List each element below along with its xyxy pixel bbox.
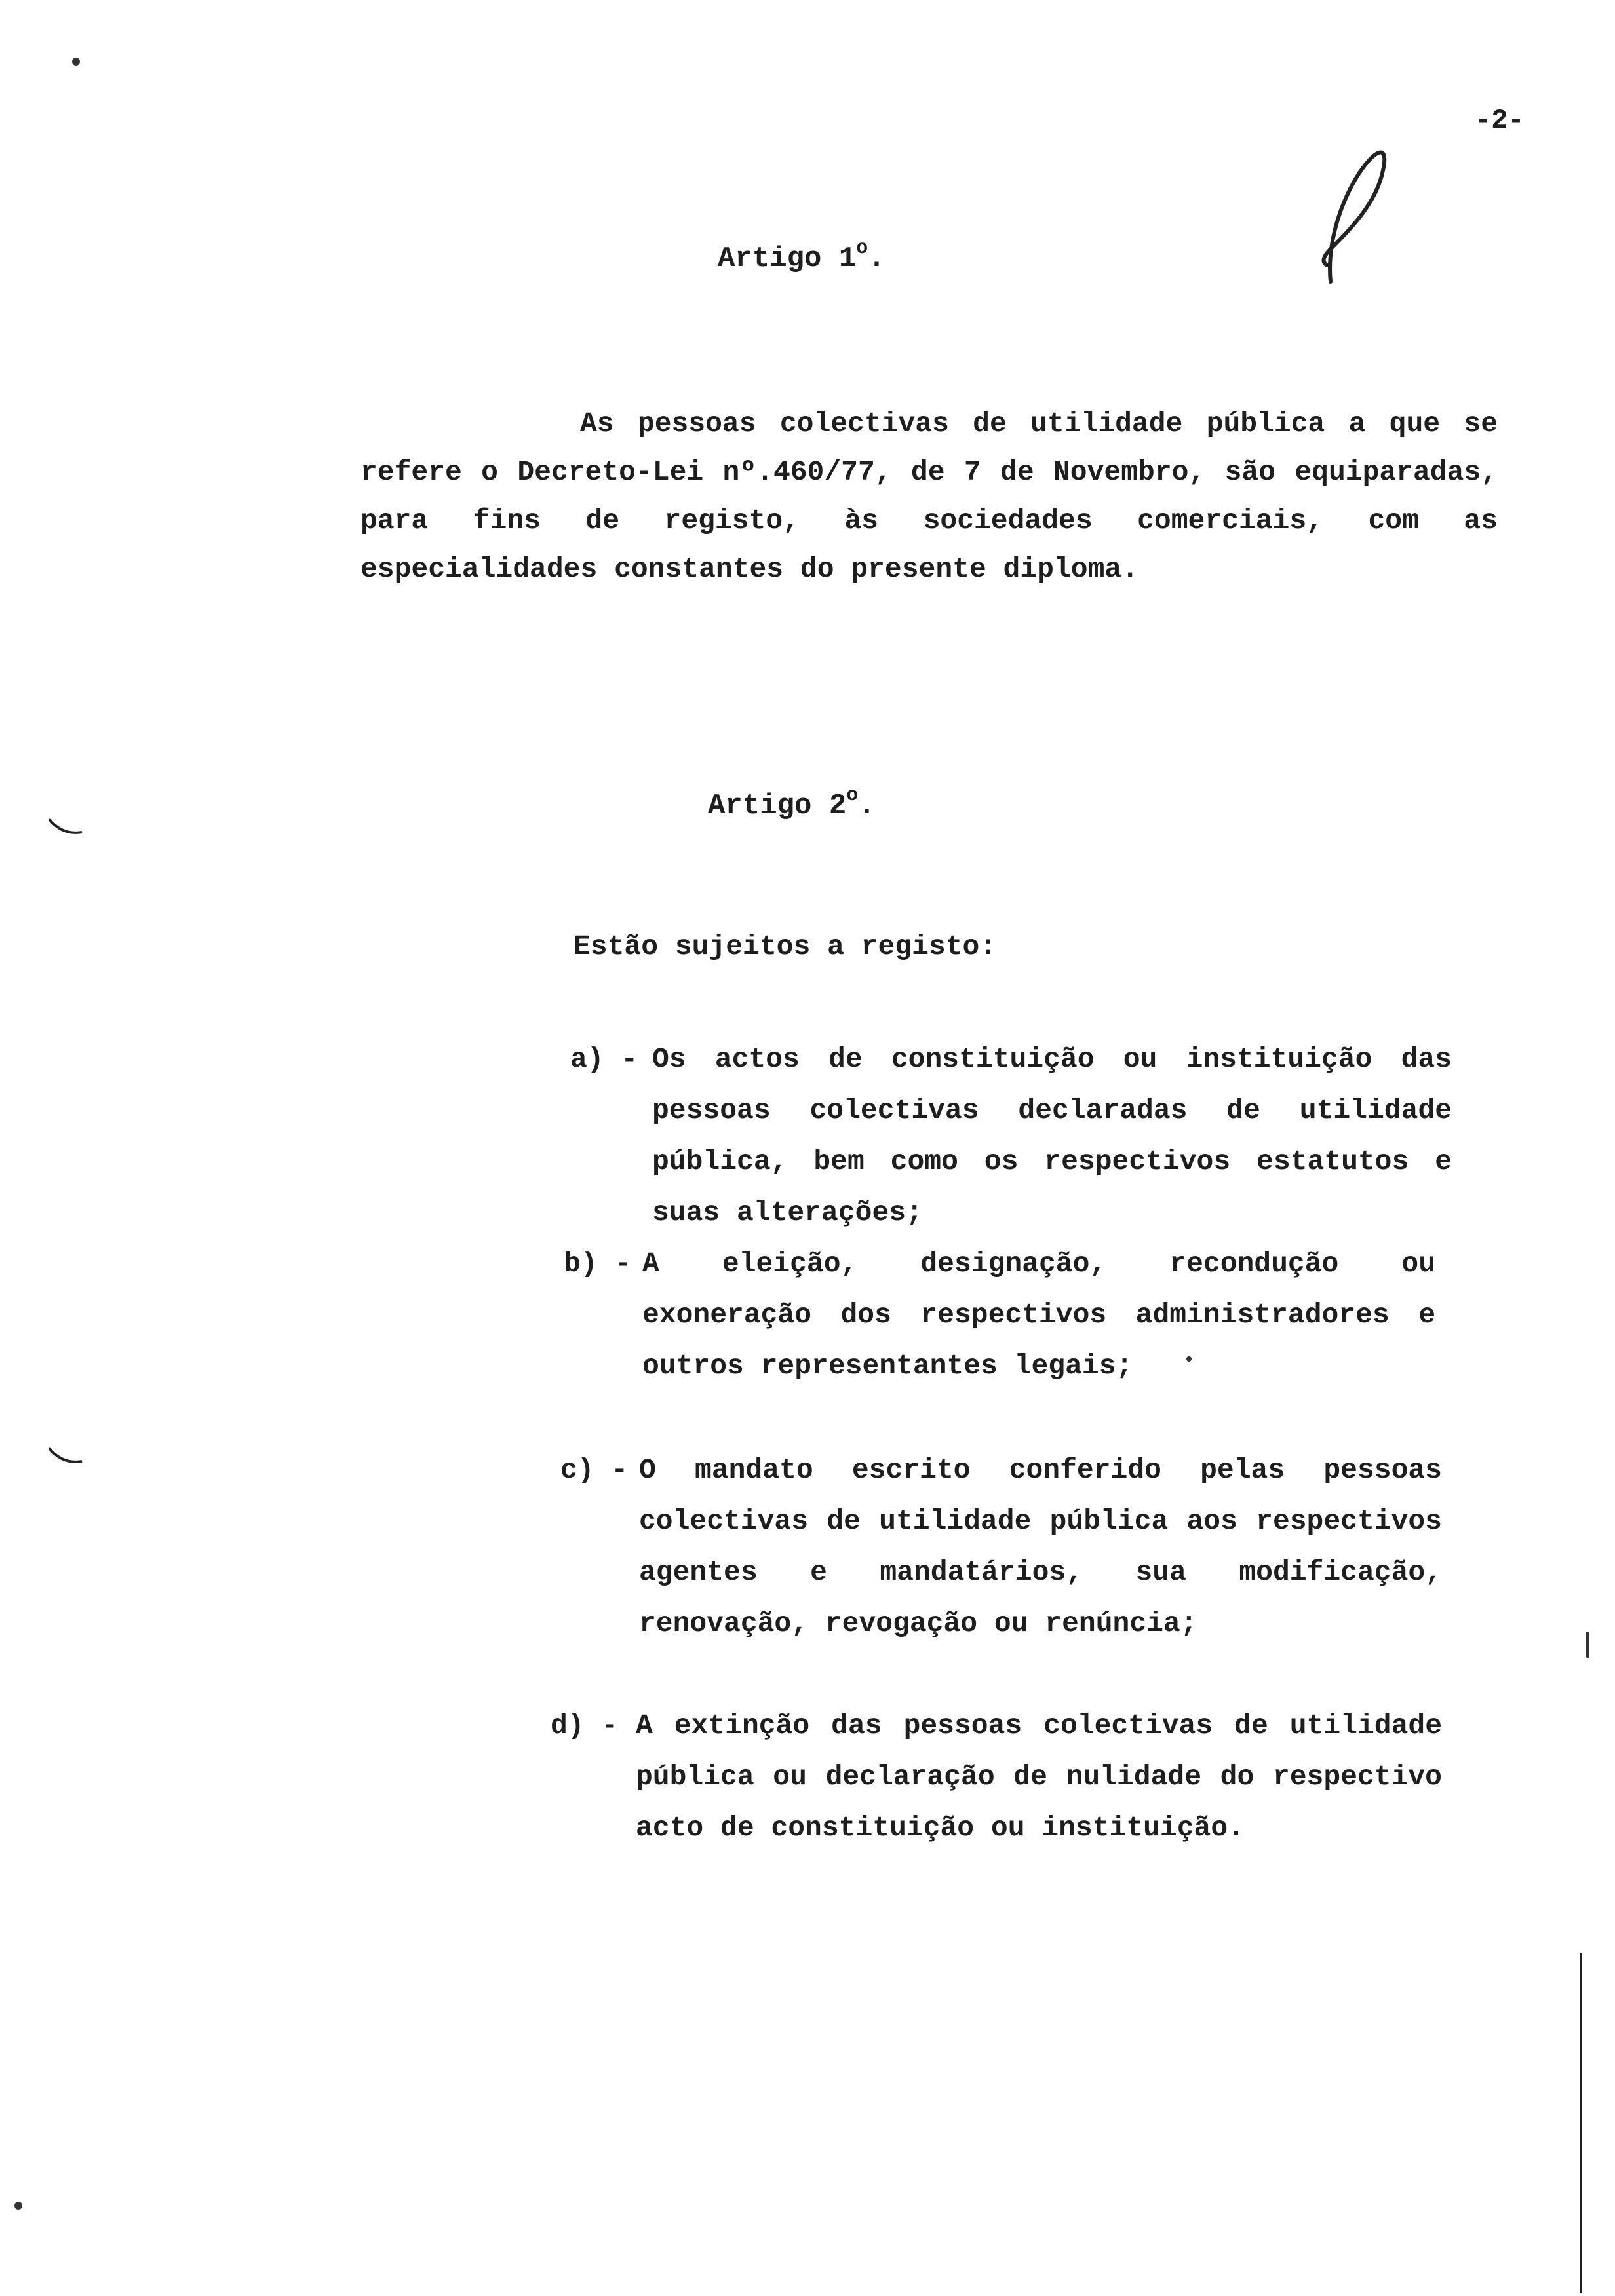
scan-speck <box>1586 1632 1589 1658</box>
article-2-intro: Estão sujeitos a registo: <box>574 930 997 963</box>
handwritten-initial <box>1311 131 1403 288</box>
scan-edge-line <box>1580 1953 1582 2293</box>
page-number: -2- <box>1475 105 1525 136</box>
article-1-paragraph: As pessoas colectivas de utilidade pública a que se refere o Decreto-Lei nº.460/77, de 7 de Novembro, são equiparadas, para fins de registo, às sociedades comerciais, com as especialidades constantes do presente diploma. <box>360 408 1498 585</box>
scan-mark-top <box>46 813 85 839</box>
scan-mark-bottom <box>46 1442 85 1468</box>
article-2-ordinal: o <box>846 784 859 807</box>
article-1-heading <box>718 237 885 275</box>
list-marker-a: a) - <box>570 1043 638 1075</box>
list-marker-c: c) - <box>560 1454 629 1486</box>
article-2-title: Artigo 2 <box>708 790 847 822</box>
list-marker-d: d) - <box>551 1710 619 1742</box>
list-marker-b: b) - <box>564 1248 632 1280</box>
list-text-b: A eleição, designação, recondução ou exoneração dos respectivos administradores e outros representantes legais; <box>642 1248 1435 1382</box>
list-text-a: Os actos de constituição ou instituição das pessoas colectivas declaradas de utilidade pública, bem como os respectivos estatutos e suas alterações; <box>652 1043 1452 1229</box>
article-1-ordinal: o <box>856 237 868 259</box>
scan-speck <box>1186 1356 1192 1362</box>
list-text-d: A extinção das pessoas colectivas de utilidade pública ou declaração de nulidade do respectivo acto de constituição ou instituição. <box>636 1710 1442 1844</box>
list-text-c: O mandato escrito conferido pelas pessoas colectivas de utilidade pública aos respectivos agentes e mandatários, sua modificação, renovação, revogação ou renúncia; <box>639 1454 1442 1639</box>
article-2-period: . <box>858 790 876 822</box>
article-1-title: Artigo 1 <box>718 242 857 275</box>
scan-speck <box>72 58 80 66</box>
article-1-period: . <box>868 242 885 275</box>
scan-speck <box>14 2202 22 2210</box>
article-2-heading <box>708 784 876 822</box>
